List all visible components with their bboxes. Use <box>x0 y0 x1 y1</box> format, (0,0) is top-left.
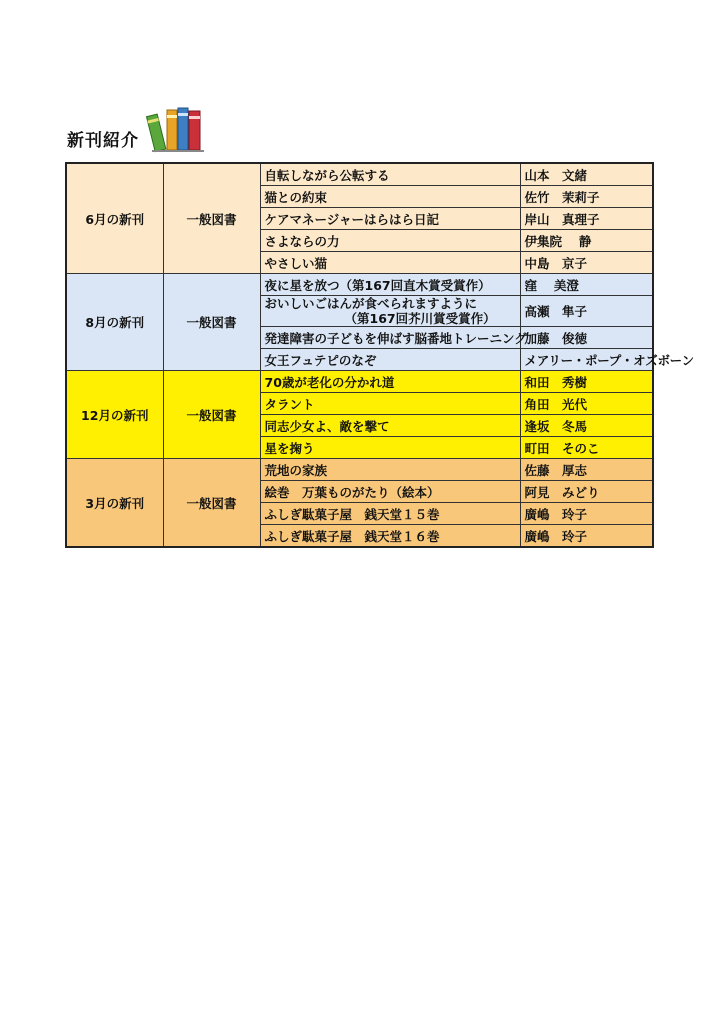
book-author: 佐藤 厚志 <box>520 459 653 481</box>
books-icon <box>150 104 208 154</box>
book-author: 角田 光代 <box>520 393 653 415</box>
book-author: 伊集院 静 <box>520 230 653 252</box>
book-title: 荒地の家族 <box>260 459 520 481</box>
book-title: 女王フュテピのなぞ <box>260 349 520 371</box>
book-author: 佐竹 茉莉子 <box>520 186 653 208</box>
book-author: 逢坂 冬馬 <box>520 415 653 437</box>
category-cell: 一般図書 <box>163 274 260 371</box>
month-cell: 3月の新刊 <box>66 459 163 548</box>
book-title: ふしぎ駄菓子屋 銭天堂１６巻 <box>260 525 520 548</box>
book-title-line1: おいしいごはんが食べられますように <box>264 296 478 311</box>
page-title: 新刊紹介 <box>67 131 139 151</box>
book-title: さよならの力 <box>260 230 520 252</box>
month-cell: 6月の新刊 <box>66 163 163 274</box>
table-row <box>66 371 653 393</box>
book-title: 星を掬う <box>260 437 520 459</box>
book-author: 加藤 俊徳 <box>520 327 653 349</box>
book-title: 夜に星を放つ（第167回直木賞受賞作） <box>260 274 520 296</box>
table-row <box>66 274 653 296</box>
book-author: メアリー・ポープ・オズボーン <box>520 349 653 371</box>
table-row <box>66 459 653 481</box>
book-title-line2: （第167回芥川賞受賞作） <box>344 311 496 326</box>
category-cell: 一般図書 <box>163 371 260 459</box>
book-author: 町田 そのこ <box>520 437 653 459</box>
month-cell: 12月の新刊 <box>66 371 163 459</box>
category-cell: 一般図書 <box>163 459 260 548</box>
book-title: 自転しながら公転する <box>260 163 520 186</box>
book-title: ケアマネージャーはらはら日記 <box>260 208 520 230</box>
book-author: 窪 美澄 <box>520 274 653 296</box>
book-title: 猫との約束 <box>260 186 520 208</box>
book-author: 廣嶋 玲子 <box>520 503 653 525</box>
month-cell: 8月の新刊 <box>66 274 163 371</box>
book-author: 廣嶋 玲子 <box>520 525 653 548</box>
book-title: 70歳が老化の分かれ道 <box>260 371 520 393</box>
new-books-table <box>65 162 694 548</box>
book-title: タラント <box>260 393 520 415</box>
book-title: 同志少女よ、敵を撃て <box>260 415 520 437</box>
book-title: 発達障害の子どもを伸ばす脳番地トレーニング <box>260 327 520 349</box>
book-author: 山本 文緒 <box>520 163 653 186</box>
book-author: 和田 秀樹 <box>520 371 653 393</box>
book-title: ふしぎ駄菓子屋 銭天堂１５巻 <box>260 503 520 525</box>
table-row <box>66 163 653 186</box>
book-author: 高瀬 隼子 <box>520 296 653 327</box>
category-cell: 一般図書 <box>163 163 260 274</box>
book-author: 阿見 みどり <box>520 481 653 503</box>
book-title: 絵巻 万葉ものがたり（絵本） <box>260 481 520 503</box>
book-title <box>260 296 520 327</box>
book-title: やさしい猫 <box>260 252 520 274</box>
book-author: 中島 京子 <box>520 252 653 274</box>
book-author: 岸山 真理子 <box>520 208 653 230</box>
